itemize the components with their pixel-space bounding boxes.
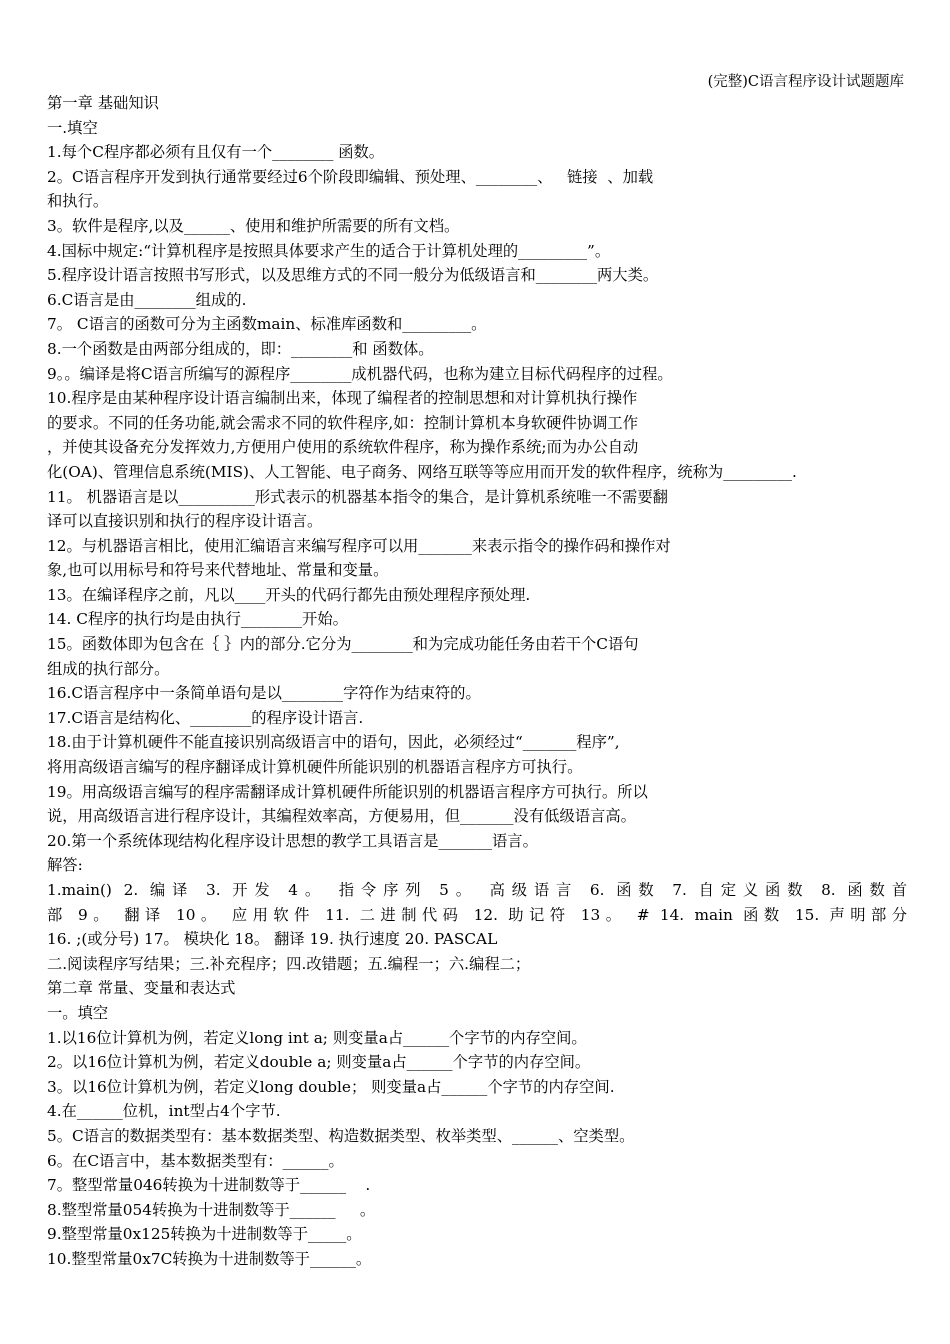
question-line: 的要求。不同的任务功能,就会需求不同的软件程序,如：控制计算机本身软硬件协调工作 — [47, 413, 639, 432]
section-heading: 一。填空 — [47, 1003, 109, 1022]
section-heading: 一.填空 — [47, 118, 98, 137]
question-line: 3。以16位计算机为例，若定义long double； 则变量a占______个字节的内存空间. — [47, 1077, 615, 1096]
chapter-heading: 第一章 基础知识 — [47, 94, 159, 112]
question-line: 和执行。 — [47, 192, 109, 211]
question-line: 2。以16位计算机为例，若定义double a; 则变量a占______个字节的内存空间。 — [47, 1053, 591, 1072]
question-line: 9。。编译是将C语言所编写的源程序________成机器代码，也称为建立目标代码程序的过程。 — [47, 364, 673, 383]
question-line: 5.程序设计语言按照书写形式，以及思维方式的不同一般分为低级语言和________两大类。 — [47, 266, 659, 285]
question-line: 1.以16位计算机为例，若定义long int a; 则变量a占______个字节的内存空间。 — [47, 1028, 587, 1047]
question-line: 14. C程序的执行均是由执行________开始。 — [47, 610, 348, 629]
question-line: 13。在编译程序之前，凡以____开头的代码行都先由预处理程序预处理. — [47, 585, 531, 604]
question-line: 2。C语言程序开发到执行通常要经过6个阶段即编辑、预处理、________、 链接 、加载 — [47, 167, 654, 186]
question-line: 16.C语言程序中一条简单语句是以________字符作为结束符的。 — [47, 684, 481, 703]
question-line: 7。整型常量046转换为十进制数等于______ . — [47, 1176, 371, 1195]
question-line: 20.第一个系统体现结构化程序设计思想的教学工具语言是_______语言。 — [47, 831, 538, 850]
section-list: 二.阅读程序写结果；三.补充程序；四.改错题；五.编程一；六.编程二； — [47, 954, 531, 973]
question-line: 15。函数体即为包含在｛ ｝内的部分.它分为________和为完成功能任务由若干个C语句 — [47, 635, 639, 654]
question-line: 组成的执行部分。 — [47, 659, 170, 678]
document-body — [47, 91, 907, 1272]
question-line: 6.C语言是由________组成的. — [47, 290, 247, 309]
question-line: 译可以直接识别和执行的程序设计语言。 — [47, 512, 323, 531]
question-line: 5。C语言的数据类型有：基本数据类型、构造数据类型、枚举类型、______、空类型。 — [47, 1126, 635, 1145]
question-line: 10.整型常量0x7C转换为十进制数等于______。 — [47, 1249, 372, 1268]
question-line: 12。与机器语言相比，使用汇编语言来编写程序可以用_______来表示指令的操作码和操作对 — [47, 536, 671, 555]
question-line: 10.程序是由某种程序设计语言编制出来，体现了编程者的控制思想和对计算机执行操作 — [47, 389, 638, 408]
question-line: 18.由于计算机硬件不能直接识别高级语言中的语句，因此，必须经过“_______程序”, — [47, 733, 620, 752]
answers-heading: 解答: — [47, 856, 83, 875]
question-line: 4.国标中规定:“计算机程序是按照具体要求产生的适合于计算机处理的_________”。 — [47, 241, 611, 260]
chapter-heading: 第二章 常量、变量和表达式 — [47, 979, 236, 998]
question-line: 化(OA)、管理信息系统(MIS)、人工智能、电子商务、网络互联等等应用而开发的软件程序，统称为_________. — [47, 462, 797, 481]
question-line: 将用高级语言编写的程序翻译成计算机硬件所能识别的机器语言程序方可执行。 — [47, 758, 583, 777]
question-line: 19。用高级语言编写的程序需翻译成计算机硬件所能识别的机器语言程序方可执行。所以 — [47, 782, 648, 801]
question-line: 3。软件是程序,以及______、使用和维护所需要的所有文档。 — [47, 216, 460, 235]
question-line: 6。在C语言中，基本数据类型有：______。 — [47, 1151, 344, 1170]
question-line: 7。 C语言的函数可分为主函数main、标准库函数和_________。 — [47, 315, 487, 334]
question-line: 4.在______位机，int型占4个字节. — [47, 1102, 281, 1121]
question-line: 8.一个函数是由两部分组成的，即：________和 函数体。 — [47, 339, 434, 358]
question-line: 11。 机器语言是以__________形式表示的机器基本指令的集合，是计算机系统唯一不需要翻 — [47, 487, 668, 506]
question-line: 说，用高级语言进行程序设计，其编程效率高，方便易用，但_______没有低级语言高。 — [47, 807, 636, 826]
question-line: 象,也可以用标号和符号来代替地址、常量和变量。 — [47, 561, 389, 580]
question-line: 9.整型常量0x125转换为十进制数等于_____。 — [47, 1225, 362, 1244]
question-line: 17.C语言是结构化、________的程序设计语言. — [47, 708, 364, 727]
document-header: (完整)C语言程序设计试题题库 — [707, 74, 904, 90]
answers-line: 1.main() 2. 编译 3. 开发 4。 指令序列 5。 高级语言 6. 函数 7. 自定义函数 8. 函数首 — [47, 881, 907, 899]
answers-line: 部 9。 翻译 10。 应用软件 11. 二进制代码 12. 助记符 13。 # 14. main 函数 15. 声明部分 — [47, 905, 907, 924]
question-line: 8.整型常量054转换为十进制数等于______ 。 — [47, 1200, 376, 1219]
answers-line: 16. ;(或分号) 17。 模块化 18。 翻译 19. 执行速度 20. PASCAL — [47, 930, 498, 949]
question-line: ，并使其设备充分发挥效力,方便用户使用的系统软件程序，称为操作系统;而为办公自动 — [47, 438, 639, 457]
question-line: 1.每个C程序都必须有且仅有一个________ 函数。 — [47, 143, 385, 162]
